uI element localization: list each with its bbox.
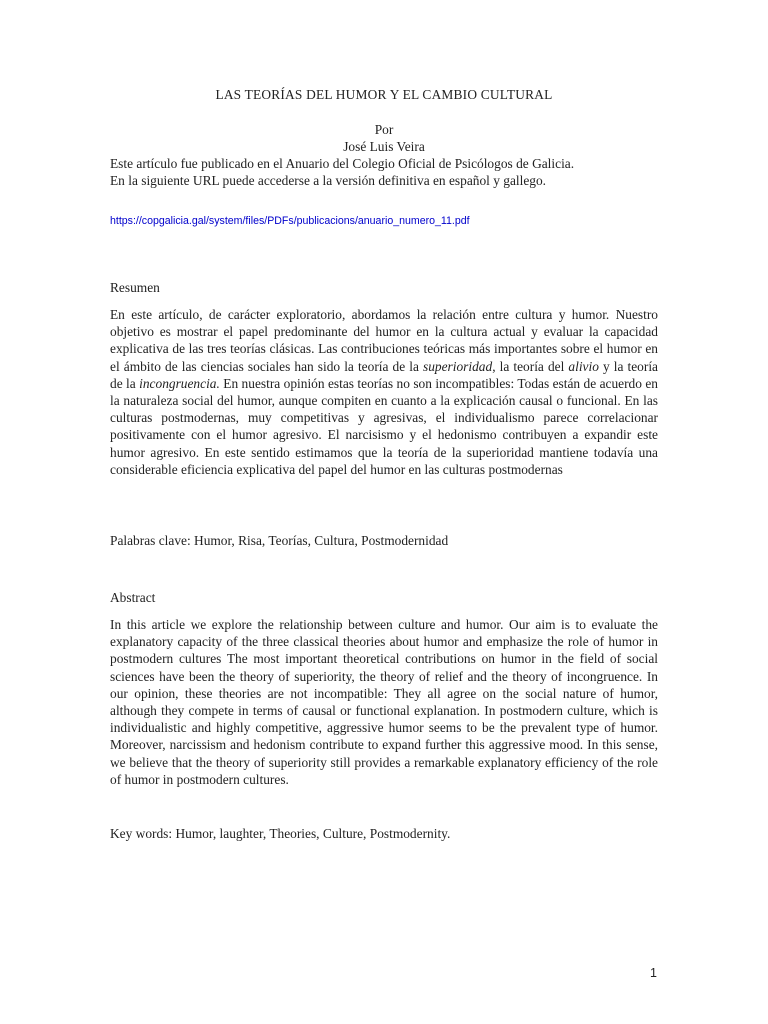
term-incongruencia: incongruencia. [139,375,220,391]
publication-note-line-1: Este artículo fue publicado en el Anuario del Colegio Oficial de Psicólogos de Galicia. [110,156,575,171]
resumen-text-1: En este artículo, de carácter exploratorio, abordamos la relación entre cultura y humor. Nuestro objetivo es mostrar el papel predominante del humor en la cultura actual y evaluar la capacidad explicativa de las tres teorías clásicas. Las contribuciones teóricas más importantes sobre el humor en el ámbito de las ciencias sociales han sido la teoría de la [110,307,658,374]
publication-note [110,155,670,190]
abstract-paragraph: In this article we explore the relationship between culture and humor. Our aim is to evaluate the explanatory capacity of the three classical theories about humor and emphasize the role of humor in postmodern cultures The most important theoretical contributions on humor in the field of social sciences have been the theory of superiority, the theory of relief and the theory of incongruence. In our opinion, these theories are not incompatible: They all agree on the social nature of humor, although they compete in terms of causal or functional explanation. In postmodern culture, which is individualistic and highly competitive, aggressive humor seems to be the prevalent type of humor. Moreover, narcissism and hedonism contribute to expand further this aggressive mood. In this sense, we believe that the theory of superiority still provides a remarkable explanatory efficiency of the role of humor in postmodern cultures. [110,617,658,787]
byline-label: Por [374,122,394,137]
document-title: LAS TEORÍAS DEL HUMOR Y EL CAMBIO CULTURAL [215,87,553,102]
resumen-paragraph [110,306,658,478]
term-alivio: alivio [568,358,599,374]
palabras-clave: Palabras clave: Humor, Risa, Teorías, Cultura, Postmodernidad [110,533,449,548]
page-number: 1 [650,966,657,980]
key-words: Key words: Humor, laughter, Theories, Culture, Postmodernity. [110,826,451,841]
term-superioridad: superioridad [423,358,493,374]
publication-note-line-2: En la siguiente URL puede accederse a la versión definitiva en español y gallego. [110,173,547,189]
resumen-heading: Resumen [110,280,160,295]
article-url-link[interactable]: https://copgalicia.gal/system/files/PDFs/publicacions/anuario_numero_11.pdf [110,215,470,227]
author-name: José Luis Veira [343,139,425,154]
resumen-text-4: En nuestra opinión estas teorías no son incompatibles: Todas están de acuerdo en la naturaleza social del humor, aunque compiten en cuanto a la explicación causal o funcional. En las culturas postmodernas, muy competitivas y agresivas, el individualismo parece correlacionar positivamente con el humor agresivo. El narcisismo y el hedonismo contribuyen a expandir este humor agresivo. En este sentido estimamos que la teoría de la superioridad mantiene todavía una considerable eficiencia explicativa del papel del humor en las culturas postmodernas [110,375,658,477]
abstract-heading: Abstract [110,590,156,605]
resumen-text-3: y la teoría de la [110,358,659,391]
resumen-text-2: , la teoría del [492,358,569,374]
